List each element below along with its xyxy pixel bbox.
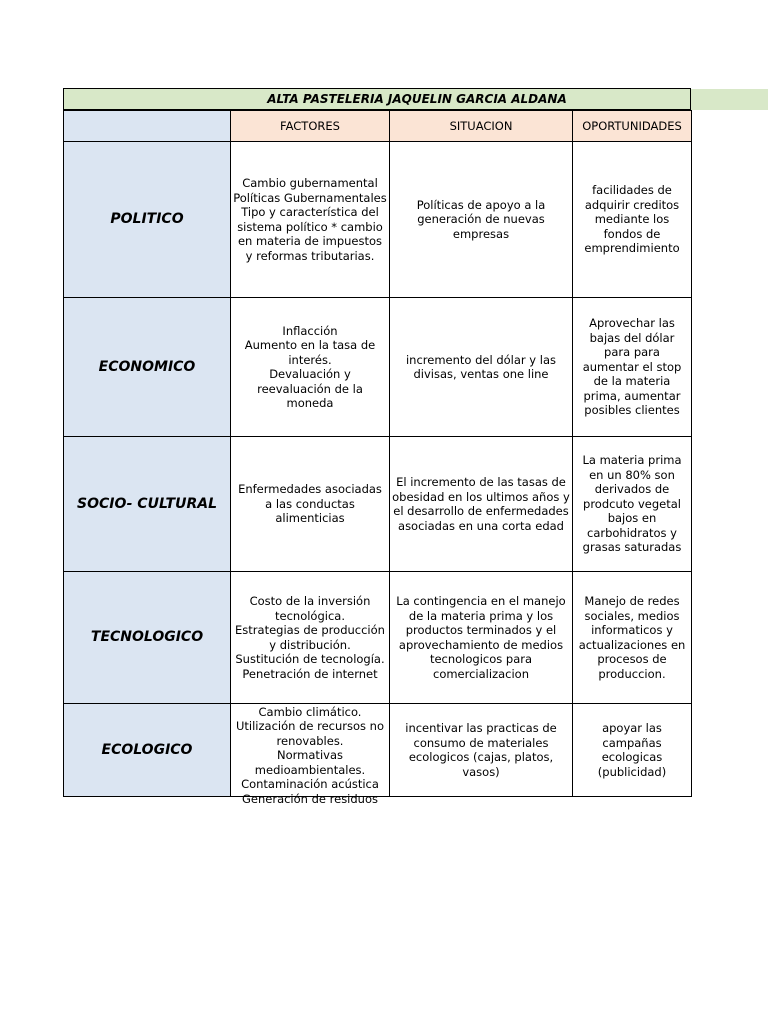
situacion-cell	[390, 704, 573, 797]
oportunidades-cell	[573, 437, 692, 572]
category-cell: TECNOLOGICO	[64, 572, 231, 704]
oportunidades-text: apoyar las campañas ecologicas (publicidad)	[597, 721, 667, 779]
table-row	[64, 704, 692, 797]
factores-text: Inflacción Aumento en la tasa de interés. Devaluación y reevaluación de la moneda	[244, 323, 376, 410]
factores-cell	[231, 572, 390, 704]
situacion-text: incremento del dólar y las divisas, ventas one line	[405, 352, 556, 381]
situacion-cell	[390, 142, 573, 298]
factores-text: Cambio gubernamental Políticas Gubernamentales Tipo y característica del sistema político * cambio en materia de impuestos y reformas tributarias.	[233, 176, 387, 263]
pestel-table	[63, 110, 692, 806]
category-cell: SOCIO- CULTURAL	[64, 437, 231, 572]
factores-text: Costo de la inversión tecnológica. Estrategias de producción y distribución. Sustitución de tecnología. Penetración de internet	[235, 594, 385, 681]
oportunidades-text: La materia prima en un 80% son derivados de prodcuto vegetal bajos en carbohidratos y grasas saturadas	[582, 453, 682, 555]
oportunidades-cell	[573, 298, 692, 437]
table-row	[64, 142, 692, 298]
oportunidades-text: facilidades de adquirir creditos mediante los fondos de emprendimiento	[584, 183, 680, 256]
oportunidades-text: Manejo de redes sociales, medios informaticos y actualizaciones en procesos de produccion.	[578, 594, 686, 681]
oportunidades-cell	[573, 142, 692, 298]
factores-cell	[231, 142, 390, 298]
category-cell: ECOLOGICO	[64, 704, 231, 797]
header-blank-cell	[64, 111, 231, 142]
header-oportunidades: OPORTUNIDADES	[573, 111, 692, 142]
oportunidades-cell	[573, 572, 692, 704]
category-cell: ECONOMICO	[64, 298, 231, 437]
header-situacion: SITUACION	[390, 111, 573, 142]
factores-cell	[231, 437, 390, 572]
situacion-text: El incremento de las tasas de obesidad en los ultimos años y el desarrollo de enfermedades asociadas en una corta edad	[392, 475, 570, 533]
title-fill-extension	[691, 89, 768, 110]
situacion-cell	[390, 298, 573, 437]
table-title-row	[63, 88, 691, 110]
table-row	[64, 437, 692, 572]
header-row	[64, 111, 692, 142]
oportunidades-cell	[573, 704, 692, 797]
table-title: ALTA PASTELERIA JAQUELIN GARCIA ALDANA	[267, 92, 567, 106]
table-row	[64, 572, 692, 704]
factores-text: Enfermedades asociadas a las conductas alimenticias	[238, 482, 382, 526]
situacion-cell	[390, 572, 573, 704]
factores-text: Cambio climático. Utilización de recursos no renovables. Normativas medioambientales. Contaminación acústica Generación de residuos	[235, 704, 384, 806]
category-cell: POLITICO	[64, 142, 231, 298]
factores-cell	[231, 298, 390, 437]
situacion-text: incentivar las practicas de consumo de materiales ecologicos (cajas, platos, vasos)	[405, 721, 557, 779]
table-row	[64, 298, 692, 437]
situacion-cell	[390, 437, 573, 572]
header-factores: FACTORES	[231, 111, 390, 142]
factores-cell	[231, 704, 390, 806]
situacion-text: Políticas de apoyo a la generación de nuevas empresas	[416, 197, 546, 241]
situacion-text: La contingencia en el manejo de la materia prima y los productos terminados y el aprovechamiento de medios tecnologicos para comercializacion	[396, 594, 566, 681]
oportunidades-text: Aprovechar las bajas del dólar para para aumentar el stop de la materia prima, aumentar posibles clientes	[582, 316, 682, 418]
